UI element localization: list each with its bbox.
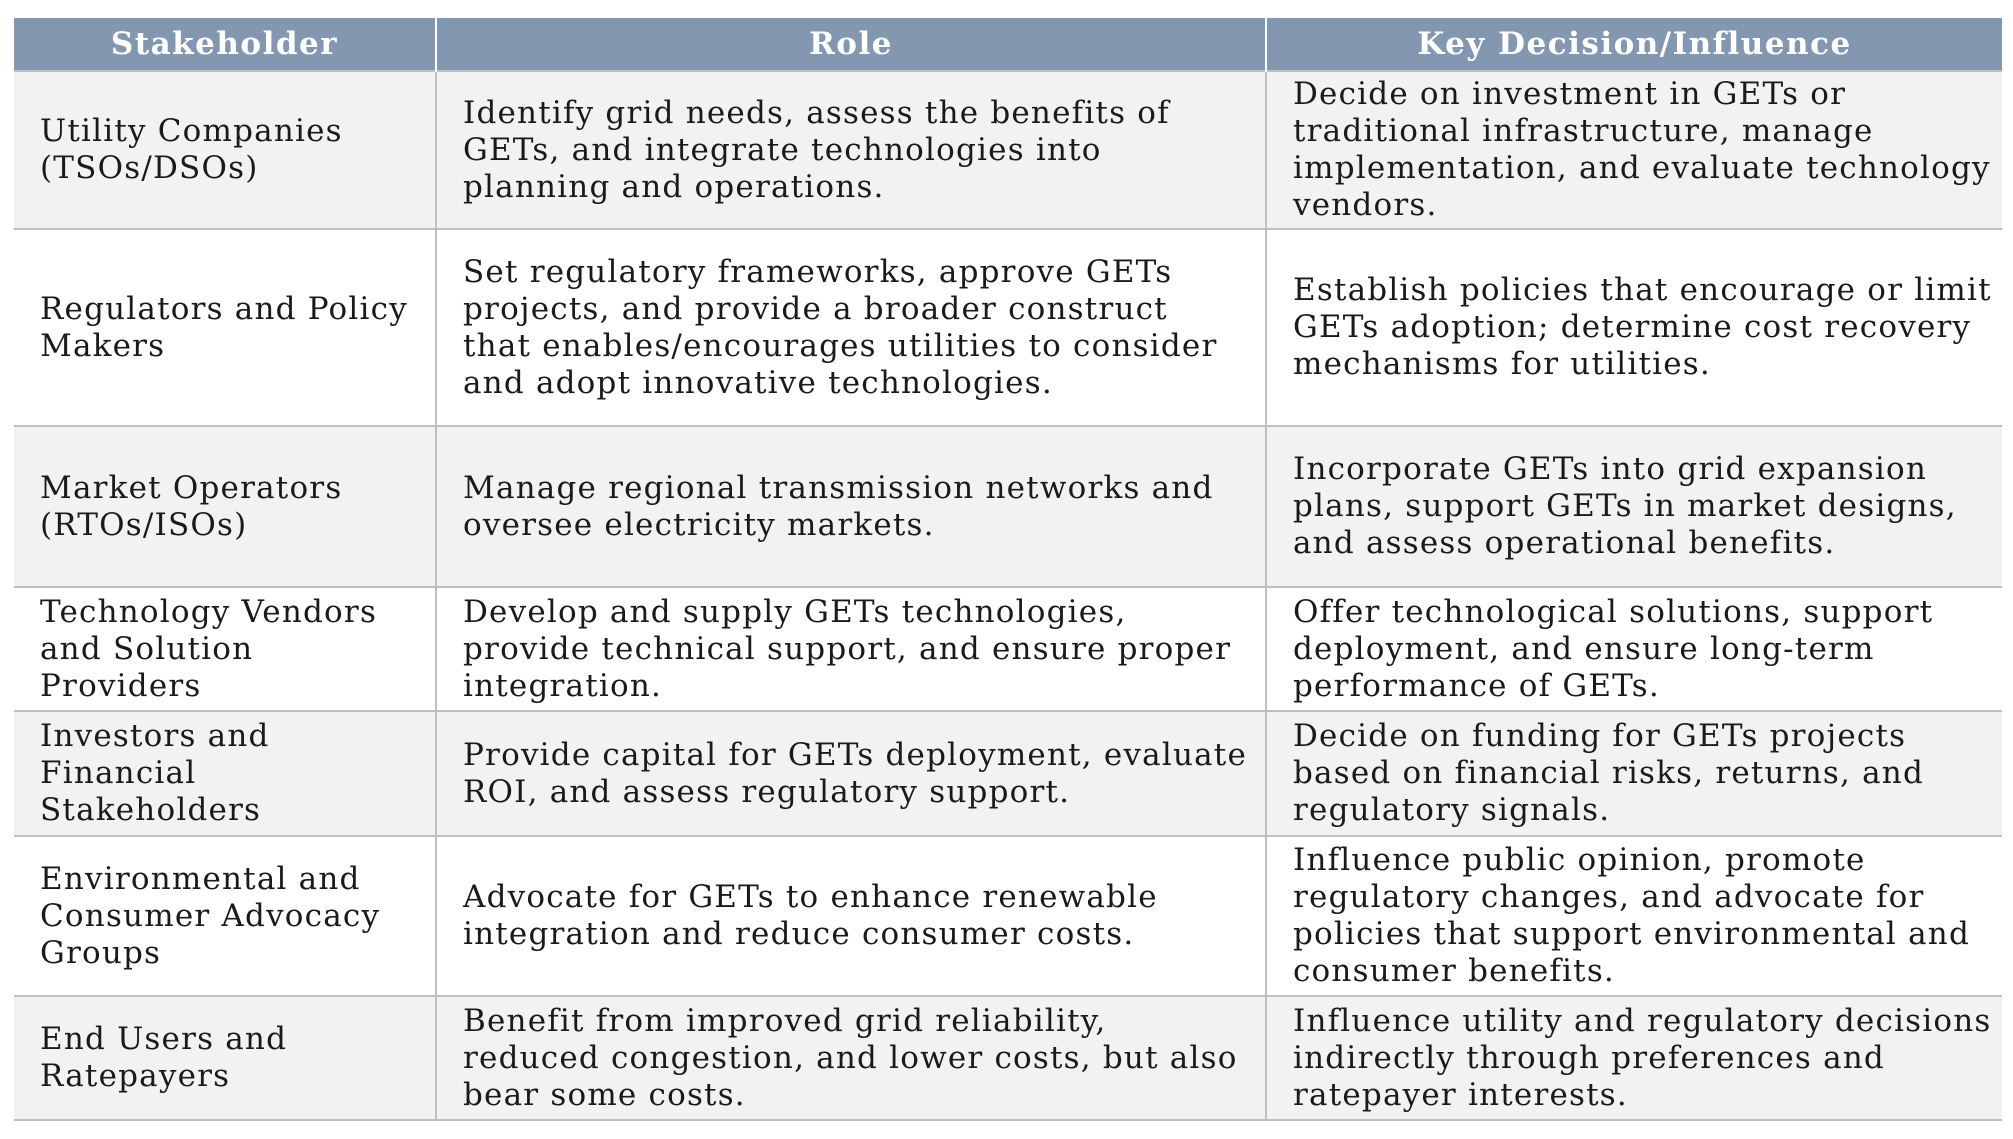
role-text: Advocate for GETs to enhance renewable integration and reduce consumer costs. [463, 879, 1158, 952]
role-text: Benefit from improved grid reliability, reduced congestion, and lower costs, but also bear some costs. [463, 1002, 1238, 1113]
stakeholder-cell [14, 71, 436, 229]
stakeholder-text: Regulators and Policy Makers [40, 290, 408, 364]
header-row [14, 18, 2002, 71]
stakeholder-text: Market Operators (RTOs/ISOs) [40, 469, 343, 543]
table-row [14, 711, 2002, 836]
role-cell [436, 587, 1266, 711]
stakeholder-table-container [14, 18, 2002, 1121]
stakeholder-table [14, 18, 2002, 1121]
stakeholder-cell [14, 996, 436, 1120]
role-cell [436, 426, 1266, 587]
decision-cell [1266, 587, 2002, 711]
decision-text: Offer technological solutions, support deployment, and ensure long-term performance of GETs. [1293, 593, 1934, 704]
decision-cell [1266, 996, 2002, 1120]
role-text: Manage regional transmission networks and oversee electricity markets. [463, 469, 1214, 543]
stakeholder-cell [14, 836, 436, 996]
decision-text: Influence utility and regulatory decisions indirectly through preferences and ratepayer interests. [1293, 1002, 1992, 1113]
header-stakeholder: Stakeholder [14, 18, 436, 71]
decision-text: Influence public opinion, promote regulatory changes, and advocate for policies that support environmental and consumer benefits. [1293, 842, 1970, 989]
role-text: Set regulatory frameworks, approve GETs projects, and provide a broader construct that enables/encourages utilities to consider and adopt innovative technologies. [463, 253, 1218, 401]
decision-cell [1266, 229, 2002, 426]
stakeholder-cell [14, 229, 436, 426]
decision-cell [1266, 836, 2002, 996]
role-text: Identify grid needs, assess the benefits of GETs, and integrate technologies into planning and operations. [463, 94, 1170, 205]
table-row [14, 229, 2002, 426]
stakeholder-cell [14, 587, 436, 711]
stakeholder-text: Investors and Financial Stakeholders [40, 718, 270, 828]
table-body [14, 71, 2002, 1120]
header-key-decision: Key Decision/Influence [1266, 18, 2002, 71]
decision-cell [1266, 426, 2002, 587]
role-cell [436, 229, 1266, 426]
decision-text: Incorporate GETs into grid expansion plans, support GETs in market designs, and assess operational benefits. [1293, 451, 1957, 561]
role-text: Provide capital for GETs deployment, evaluate ROI, and assess regulatory support. [463, 736, 1248, 810]
decision-text: Decide on investment in GETs or traditional infrastructure, manage implementation, and evaluate technology vendors. [1293, 76, 1991, 223]
role-cell [436, 71, 1266, 229]
decision-text: Decide on funding for GETs projects based on financial risks, returns, and regulatory signals. [1293, 718, 1925, 828]
table-row [14, 587, 2002, 711]
decision-cell [1266, 711, 2002, 836]
stakeholder-text: Utility Companies (TSOs/DSOs) [40, 113, 343, 186]
stakeholder-cell [14, 711, 436, 836]
table-row [14, 996, 2002, 1120]
table-row [14, 836, 2002, 996]
stakeholder-text: Environmental and Consumer Advocacy Groups [40, 860, 381, 971]
decision-cell [1266, 71, 2002, 229]
role-text: Develop and supply GETs technologies, provide technical support, and ensure proper integration. [463, 593, 1232, 704]
header-role: Role [436, 18, 1266, 71]
role-cell [436, 836, 1266, 996]
table-row [14, 426, 2002, 587]
stakeholder-text: End Users and Ratepayers [40, 1021, 288, 1094]
table-header [14, 18, 2002, 71]
stakeholder-cell [14, 426, 436, 587]
role-cell [436, 996, 1266, 1120]
table-row [14, 71, 2002, 229]
stakeholder-text: Technology Vendors and Solution Providers [40, 593, 378, 704]
role-cell [436, 711, 1266, 836]
decision-text: Establish policies that encourage or limit GETs adoption; determine cost recovery mechanisms for utilities. [1293, 272, 1992, 382]
